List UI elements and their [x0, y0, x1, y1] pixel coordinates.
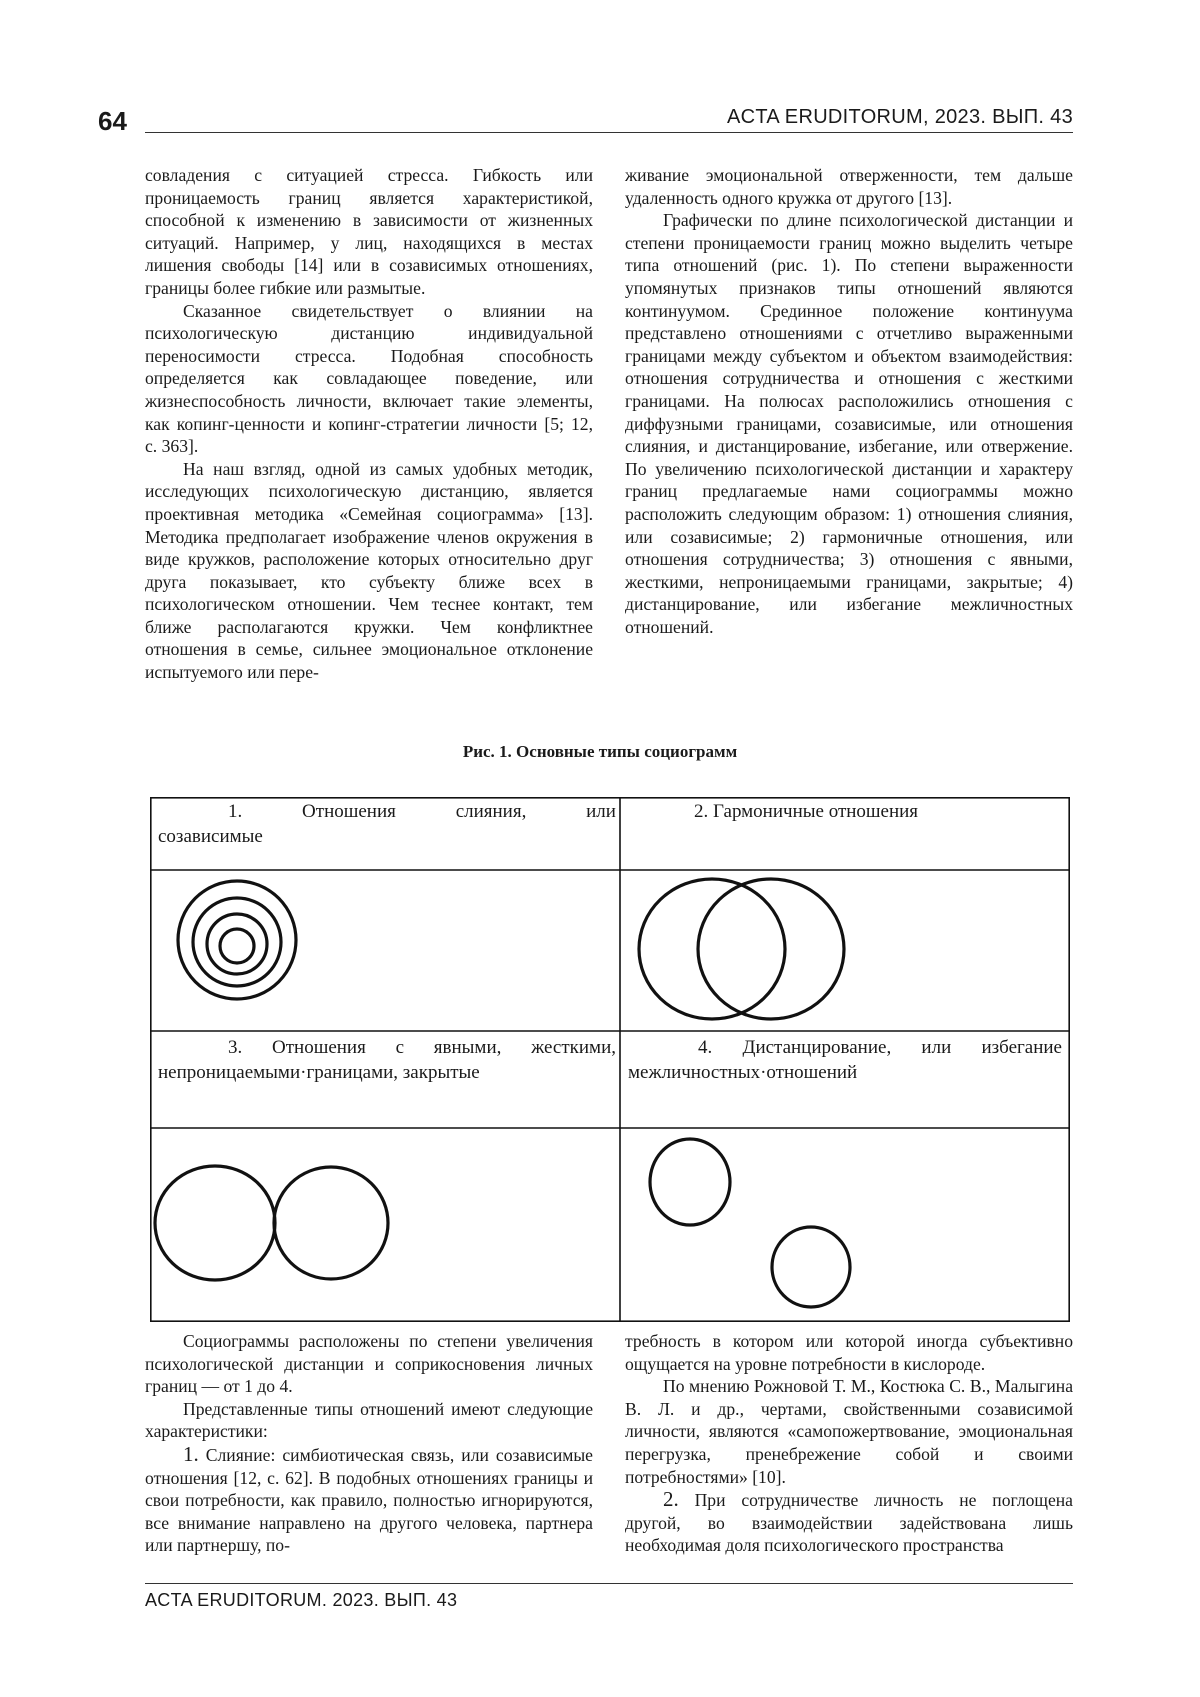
circle-right-touching	[274, 1167, 388, 1279]
circle-right-overlap	[698, 879, 844, 1019]
label-line: непроницаемыми·границами, закрытые	[158, 1062, 480, 1083]
label-line: межличностных·отношений	[628, 1062, 858, 1083]
paragraph	[145, 1443, 593, 1557]
circle-distant-lower	[772, 1227, 850, 1307]
paragraph: Социограммы расположены по степени увеличения психологической дистанции и соприкосновения личных границ — от 1 до 4.	[145, 1331, 593, 1397]
running-footer: ACTA ERUDITORUM. 2023. ВЫП. 43	[145, 1590, 458, 1610]
footer-rule	[145, 1583, 1073, 1584]
label-word: слияния,	[455, 801, 527, 822]
paragraph: По мнению Рожновой Т. М., Костюка С. В., Малыгина В. Л. и др., чертами, свойственными созависимой личности, являются «самопожертвование, эмоциональная перегрузка, пренебрежение собой и своими потребностями» [10].	[625, 1376, 1073, 1487]
circle-left-touching	[155, 1166, 275, 1280]
paragraph	[625, 1488, 1073, 1557]
paragraph: требность в котором или которой иногда субъективно ощущается на уровне потребности в кислороде.	[625, 1331, 1073, 1374]
circle-inner	[220, 929, 254, 963]
list-number: 2.	[663, 1487, 679, 1512]
label-line: 4. Дистанцирование, или избегание	[698, 1037, 1062, 1058]
paragraph-text: Слияние: симбиотическая связь, или созависимые отношения [12, с. 62]. В подобных отношениях границы и свои потребности, как правило, полностью игнорируются, все внимание направлено на другого человека, партнера или партнершу, по-	[145, 1444, 593, 1556]
cell-type-2-label: 2. Гармоничные отношения	[694, 801, 919, 822]
cell-type-1-label	[158, 799, 616, 849]
left-column-top	[145, 164, 593, 684]
sociogram-figure	[150, 797, 1070, 1322]
paragraph-text: При сотрудничестве личность не поглощена другой, во взаимодействии задействована лишь необходимая доля психологического пространства	[625, 1490, 1073, 1556]
cell-type-4-label	[628, 1035, 1062, 1085]
label-word: Отношения	[302, 801, 396, 822]
label-word: или	[586, 801, 616, 822]
circle-left-overlap	[639, 879, 785, 1019]
circle-distant-upper	[650, 1139, 730, 1225]
label-line: созависимые	[158, 826, 263, 847]
right-column-bottom	[625, 1330, 1073, 1557]
header-rule	[145, 132, 1073, 133]
paragraph: На наш взгляд, одной из самых удобных методик, исследующих психологическую дистанцию, является проективная методика «Семейная социограмма» [13]. Методика предполагает изображение членов окружения в виде кружков, расположение которых относительно друг друга показывает, кто субъекту ближе всех в психологическом отношении. Чем теснее контакт, тем ближе располагаются кружки. Чем конфликтнее отношения в семье, сильнее эмоциональное отклонение испытуемого или пере-	[145, 458, 593, 683]
paragraph: живание эмоциональной отверженности, тем дальше удаленность одного кружка от другого [13].	[625, 165, 1073, 208]
left-column-bottom	[145, 1330, 593, 1557]
figure-caption: Рис. 1. Основные типы социограмм	[462, 742, 738, 761]
cell-type-3-label	[158, 1035, 616, 1085]
list-number: 1.	[183, 1441, 199, 1466]
running-header: ACTA ERUDITORUM, 2023. ВЫП. 43	[727, 106, 1073, 128]
label-line: 3. Отношения с явными, жесткими,	[228, 1037, 616, 1058]
label-word: 1.	[228, 801, 243, 822]
paragraph: Графически по длине психологической дистанции и степени проницаемости границ можно выделить четыре типа отношений (рис. 1). По степени выраженности упомянутых признаков типы отношений являются континуумом. Срединное положение континуума представлено отношениями с отчетливо выраженными границами между субъектом и объектом взаимодействия: отношения сотрудничества и отношения с жесткими границами. На полюсах расположились отношения с диффузными границами, созависимые, или отношения слияния, и дистанцирование, избегание, или отвержение. По увеличению психологической дистанции и характеру границ предлагаемые нами социограммы можно расположить следующим образом: 1) отношения слияния, или созависимые; 2) гармоничные отношения, или отношения сотрудничества; 3) отношения с явными, жесткими, непроницаемыми границами, закрытые; 4) дистанцирование, или избегание межличностных отношений.	[625, 210, 1073, 637]
page-number: 64	[98, 106, 127, 136]
paragraph: Сказанное свидетельствует о влиянии на психологическую дистанцию индивидуальной переносимости стресса. Подобная способность определяется как совладающее поведение, или жизнеспособность личности, включает такие элементы, как копинг-ценности и копинг-стратегии личности [5; 12, с. 363].	[145, 300, 593, 457]
right-column-top	[625, 164, 1073, 638]
circle-mid-inner	[207, 914, 267, 974]
paragraph: Представленные типы отношений имеют следующие характеристики:	[145, 1398, 593, 1442]
paragraph: совладения с ситуацией стресса. Гибкость или проницаемость границ является характеристикой, способной к изменению в зависимости от жизненных ситуаций. Например, у лиц, находящихся в местах лишения свободы [14] или в созависимых отношениях, границы более гибкие или размытые.	[145, 165, 593, 298]
